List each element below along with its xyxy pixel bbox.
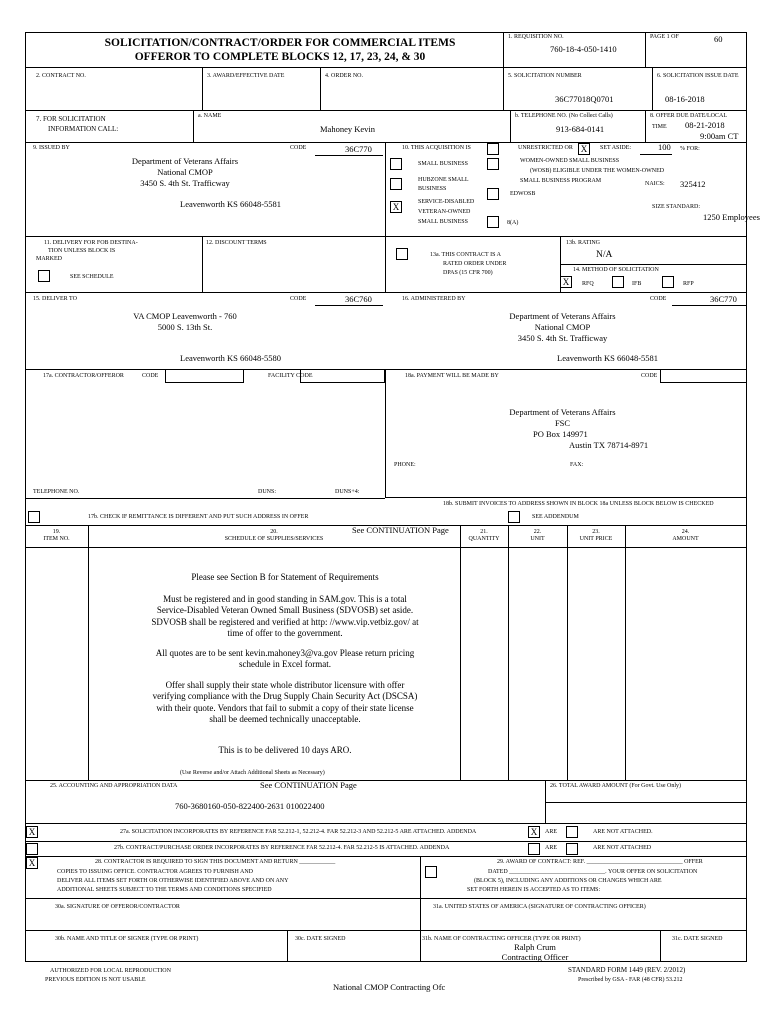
col-unit-price-num: 23.	[592, 529, 600, 535]
contractor-label: 17a. CONTRACTOR/OFFEROR	[43, 373, 124, 379]
order-no-label: 4. ORDER NO.	[325, 73, 364, 79]
hubzone-label-2: BUSINESS	[418, 186, 447, 192]
administered-code-label: CODE	[650, 296, 667, 302]
administered-by-label: 16. ADMINISTERED BY	[402, 296, 466, 302]
ifb-label: IFB	[632, 281, 642, 287]
clause-29-checkbox[interactable]	[425, 866, 437, 878]
payment-line4: Austin TX 78714-8971	[569, 440, 649, 450]
rating-label: 13b. RATING	[566, 240, 600, 246]
payment-label: 18a. PAYMENT WILL BE MADE BY	[405, 373, 499, 379]
issued-by-code-line	[315, 155, 383, 156]
rfp-checkbox[interactable]	[662, 276, 674, 288]
issued-by-label: 9. ISSUED BY	[33, 145, 70, 151]
rfq-checkbox[interactable]: X	[560, 276, 572, 288]
naics-label: NAICS:	[645, 181, 665, 187]
sdvosb-checkbox[interactable]: X	[390, 201, 402, 213]
acquisition-checkbox[interactable]	[487, 143, 499, 155]
issue-date: 08-16-2018	[665, 94, 705, 104]
clause-28-line1: 28. CONTRACTOR IS REQUIRED TO SIGN THIS DOCUMENT AND RETURN ____________	[95, 859, 336, 865]
administered-line3: 3450 S. 4th St. Trafficway	[517, 333, 608, 343]
footer-center: National CMOP Contracting Ofc	[333, 982, 446, 992]
delivery-fob-label-3: MARKED	[36, 256, 63, 262]
administered-line2: National CMOP	[534, 322, 591, 332]
contract-no-label: 2. CONTRACT NO.	[36, 73, 86, 79]
discount-terms-label: 12. DISCOUNT TERMS	[206, 240, 267, 246]
col-quantity: QUANTITY	[468, 536, 500, 542]
wosb-label-1: WOMEN-OWNED SMALL BUSINESS	[520, 158, 620, 164]
administered-code: 36C770	[710, 294, 737, 304]
due-date: 08-21-2018	[685, 120, 725, 130]
contact-phone: 913-684-0141	[556, 124, 605, 134]
issue-date-label: 6. SOLICITATION ISSUE DATE	[657, 73, 739, 79]
clause-27a-are-not: ARE NOT ATTACHED.	[593, 829, 653, 835]
clause-27a-checkbox[interactable]: X	[26, 826, 38, 838]
col-amount-num: 24.	[681, 529, 690, 535]
clause-28-line2: COPIES TO ISSUING OFFICE. CONTRACTOR AGREES TO FURNISH AND	[57, 869, 253, 875]
col-schedule: SCHEDULE OF SUPPLIES/SERVICES	[224, 536, 324, 542]
col-schedule-num: 20.	[270, 529, 278, 535]
payment-code-label: CODE	[641, 373, 658, 379]
remittance-label: 17b. CHECK IF REMITTANCE IS DIFFERENT AND PUT SUCH ADDRESS IN OFFER	[88, 514, 309, 520]
clause-29-line2: DATED ________________________________. YOUR OFFER ON SOLICITATION	[488, 869, 698, 875]
issued-by-line1: Department of Veterans Affairs	[131, 156, 239, 166]
facility-code-field[interactable]	[300, 370, 385, 383]
contractor-code-field[interactable]	[165, 370, 244, 383]
clause-27b-are-not-checkbox[interactable]	[566, 843, 578, 855]
wosb-checkbox[interactable]	[487, 158, 499, 170]
accounting-value: 760-3680160-050-822400-2631 010022400	[175, 801, 325, 811]
clause-27b-are-checkbox[interactable]	[528, 843, 540, 855]
rfq-label: RFQ	[582, 281, 594, 287]
for-info-label: 7. FOR SOLICITATION	[36, 115, 106, 123]
edwosb-checkbox[interactable]	[487, 188, 499, 200]
administered-code-line	[672, 305, 746, 306]
officer-name-label: 31b. NAME OF CONTRACTING OFFICER (TYPE OR PRINT)	[422, 936, 581, 942]
clause-29-line3: (BLOCK 5), INCLUDING ANY ADDITIONS OR CHANGES WHICH ARE	[474, 878, 662, 884]
sdvosb-label-3: SMALL BUSINESS	[418, 219, 468, 225]
rating-value: N/A	[596, 250, 613, 260]
duns-label: DUNS:	[258, 489, 277, 495]
name-label: a. NAME	[198, 113, 222, 119]
col-quantity-num: 21.	[480, 529, 488, 535]
col-unit-price: UNIT PRICE	[579, 536, 613, 542]
set-aside-percent: 100	[658, 142, 671, 152]
delivery-fob-label-1: 11. DELIVERY FOR FOB DESTINA-	[44, 240, 138, 246]
8a-label: 8(A)	[507, 220, 519, 226]
accounting-label: 25. ACCOUNTING AND APPROPRIATION DATA	[50, 783, 178, 789]
col-unit-num: 22.	[533, 529, 542, 535]
licensure-paragraph: Offer shall supply their state whole distributor licensure with offer verifying compliance with the Drug Supply Chain Security Act (DSCSA) with their quote. Vendors that fail to submit a copy of their state license shall be deemed technically unacceptable.	[152, 680, 418, 724]
small-business-label: SMALL BUSINESS	[418, 161, 468, 167]
for-info-label-2: INFORMATION CALL:	[48, 125, 119, 133]
footer-form-number: STANDARD FORM 1449 (REV. 2/2012)	[568, 966, 686, 974]
see-addendum-label: SEE ADDENDUM	[532, 514, 579, 520]
payment-code-field[interactable]	[660, 370, 747, 383]
delivery-paragraph: This is to be delivered 10 days ARO.	[218, 745, 352, 755]
deliver-to-code-line	[315, 305, 383, 306]
wosb-label-2: (WOSB) ELIGIBLE UNDER THE WOMEN-OWNED	[530, 168, 665, 174]
due-date-label: 8. OFFER DUE DATE/LOCAL	[650, 113, 728, 119]
rated-order-label-3: DPAS (15 CFR 700)	[443, 270, 493, 276]
acquisition-label: 10. THIS ACQUISITION IS	[402, 145, 471, 151]
deliver-to-line2: 5000 S. 13th St.	[157, 322, 213, 332]
small-business-checkbox[interactable]	[390, 158, 402, 170]
issued-by-line4: Leavenworth KS 66048-5581	[180, 199, 282, 209]
edwosb-label: EDWOSB	[510, 191, 536, 197]
signer-name-label: 30b. NAME AND TITLE OF SIGNER (TYPE OR PRINT)	[55, 936, 199, 942]
set-aside-pct-line	[640, 154, 672, 155]
page-label: PAGE 1 OF	[650, 34, 679, 40]
time-label: TIME	[652, 124, 667, 130]
rated-order-label-2: RATED ORDER UNDER	[443, 261, 507, 267]
clause-27b-are: ARE	[545, 845, 557, 851]
col-item-no-num: 19.	[52, 529, 61, 535]
sdvosb-label-2: VETERAN-OWNED	[418, 209, 471, 215]
administered-line1: Department of Veterans Affairs	[509, 311, 616, 321]
see-schedule-label: SEE SCHEDULE	[70, 274, 114, 280]
col-amount: AMOUNT	[672, 536, 699, 542]
signature-officer-label: 31a. UNITED STATES OF AMERICA (SIGNATURE OF CONTRACTING OFFICER)	[433, 904, 646, 910]
solicitation-number: 36C77018Q0701	[555, 94, 614, 104]
payment-line1: Department of Veterans Affairs	[509, 407, 616, 417]
deliver-to-line1: VA CMOP Leavenworth - 760	[133, 311, 237, 321]
deliver-to-code: 36C760	[345, 294, 372, 304]
quotes-paragraph: All quotes are to be sent kevin.mahoney3@va.gov Please return pricing schedule in Excel format.	[155, 648, 415, 670]
wosb-label-3: SMALL BUSINESS PROGRAM	[520, 178, 602, 184]
clause-29-line4: SET FORTH HEREIN IS ACCEPTED AS TO ITEMS:	[467, 887, 601, 893]
rfp-label: RFP	[683, 281, 694, 287]
sdvosb-label-1: SERVICE-DISABLED	[418, 199, 475, 205]
clause-28-line3: DELIVER ALL ITEMS SET FORTH OR OTHERWISE IDENTIFIED ABOVE AND ON ANY	[57, 878, 289, 884]
size-standard: 1250 Employees	[703, 212, 760, 222]
remittance-checkbox[interactable]	[28, 511, 40, 523]
ifb-checkbox[interactable]	[612, 276, 624, 288]
date-signed-label: 30c. DATE SIGNED	[295, 936, 346, 942]
requisition-number: 760-18-4-050-1410	[550, 44, 617, 54]
accounting-see-continuation: See CONTINUATION Page	[260, 780, 357, 790]
statement-requirements: Please see Section B for Statement of Requirements	[191, 572, 379, 582]
col-unit: UNIT	[530, 536, 545, 542]
due-time: 9:00am CT	[700, 131, 739, 141]
telephone-label: TELEPHONE NO.	[33, 489, 80, 495]
see-schedule-checkbox[interactable]	[38, 270, 50, 282]
see-addendum-checkbox[interactable]	[508, 511, 520, 523]
officer-title: Contracting Officer	[501, 952, 569, 962]
clause-27b-checkbox[interactable]	[26, 843, 38, 855]
payment-line3: PO Box 149971	[533, 429, 588, 439]
clause-28-line4: ADDITIONAL SHEETS SUBJECT TO THE TERMS AND CONDITIONS SPECIFIED	[57, 887, 272, 893]
officer-name: Ralph Crum	[514, 942, 556, 952]
clause-27b-label: 27b. CONTRACT/PURCHASE ORDER INCORPORATES BY REFERENCE FAR 52.212-4. FAR 52.212-5 IS ATTACHED. ADDENDA	[114, 845, 450, 851]
total-award-label: 26. TOTAL AWARD AMOUNT (For Govt. Use Only)	[550, 783, 681, 789]
method-label: 14. METHOD OF SOLICITATION	[573, 267, 659, 273]
hubzone-checkbox[interactable]	[390, 178, 402, 190]
officer-date-label: 31c. DATE SIGNED	[672, 936, 723, 942]
clause-27a-label: 27a. SOLICITATION INCORPORATES BY REFERENCE FAR 52.212-1, 52.212-4. FAR 52.212-3 AND 52.212-5 ARE ATTACHED. ADDENDA	[120, 829, 477, 835]
clause-27a-are-not-checkbox[interactable]	[566, 826, 578, 838]
duns4-label: DUNS+4:	[335, 489, 360, 495]
issued-by-code-label: CODE	[290, 145, 307, 151]
footer-authorized: AUTHORIZED FOR LOCAL REPRODUCTION	[50, 968, 171, 974]
delivery-fob-label-2: TION UNLESS BLOCK IS	[48, 248, 116, 254]
solicitation-number-label: 5. SOLICITATION NUMBER	[508, 73, 582, 79]
administered-line4: Leavenworth KS 66048-5581	[557, 353, 659, 363]
registration-paragraph: Must be registered and in good standing in SAM.gov. This is a total Service-Disabled Veteran Owned Small Business (SDVOSB) set aside. SDVOSB shall be registered and verified at http: //www.vip.vetbiz.gov/ at time of offer to the government.	[151, 594, 419, 638]
clause-27a-are-checkbox[interactable]: X	[528, 826, 540, 838]
deliver-to-label: 15. DELIVER TO	[33, 296, 77, 302]
footer-prescribed: Prescribed by GSA - FAR (48 CFR) 53.212	[578, 977, 683, 983]
unrestricted-label: UNRESTRICTED OR	[518, 145, 573, 151]
clause-27b-are-not: ARE NOT ATTACHED	[593, 845, 652, 851]
payment-phone-label: PHONE:	[394, 462, 416, 468]
set-aside-checkbox[interactable]: X	[578, 143, 590, 155]
clause-29-line1: 29. AWARD OF CONTRACT: REF. ________________________________ OFFER	[497, 859, 703, 865]
size-standard-label: SIZE STANDARD:	[652, 204, 701, 210]
signature-offeror-label: 30a. SIGNATURE OF OFFEROR/CONTRACTOR	[55, 904, 180, 910]
rated-order-checkbox[interactable]	[396, 248, 408, 260]
award-date-label: 3. AWARD/EFFECTIVE DATE	[207, 73, 285, 79]
issued-by-line2: National CMOP	[157, 167, 213, 177]
see-continuation: See CONTINUATION Page	[352, 525, 449, 535]
naics-code: 325412	[680, 179, 706, 189]
issued-by-code: 36C770	[345, 144, 372, 154]
payment-line2: FSC	[554, 418, 571, 428]
page-total: 60	[714, 34, 723, 44]
rated-order-label-1: 13a. THIS CONTRACT IS A	[430, 252, 501, 258]
submit-invoice-label: 18b. SUBMIT INVOICES TO ADDRESS SHOWN IN BLOCK 18a UNLESS BLOCK BELOW IS CHECKED	[443, 501, 714, 507]
reverse-note: (Use Reverse and/or Attach Additional Sheets as Necessary)	[180, 770, 325, 776]
col-item-no: ITEM NO.	[43, 536, 70, 542]
issued-by-line3: 3450 S. 4th St. Trafficway	[140, 178, 230, 188]
percent-for-label: % FOR:	[680, 146, 700, 152]
form-subtitle: OFFEROR TO COMPLETE BLOCKS 12, 17, 23, 24, & 30	[134, 51, 426, 63]
hubzone-label-1: HUBZONE SMALL	[418, 177, 469, 183]
clause-27a-are: ARE	[545, 829, 557, 835]
contact-name: Mahoney Kevin	[320, 124, 376, 134]
requisition-label: 1. REQUISITION NO.	[508, 34, 564, 40]
set-aside-label: SET ASIDE:	[600, 145, 632, 151]
8a-checkbox[interactable]	[487, 216, 499, 228]
deliver-to-line3: Leavenworth KS 66048-5580	[180, 353, 282, 363]
clause-28-checkbox[interactable]: X	[26, 857, 38, 869]
deliver-to-code-label: CODE	[290, 296, 307, 302]
facility-code-label: FACILITY CODE	[268, 373, 313, 379]
phone-label: b. TELEPHONE NO. (No Collect Calls)	[515, 113, 613, 119]
contractor-code-label: CODE	[142, 373, 159, 379]
form-title: SOLICITATION/CONTRACT/ORDER FOR COMMERCIAL ITEMS	[104, 37, 456, 49]
payment-fax-label: FAX:	[570, 462, 584, 468]
footer-previous: PREVIOUS EDITION IS NOT USABLE	[45, 977, 146, 983]
